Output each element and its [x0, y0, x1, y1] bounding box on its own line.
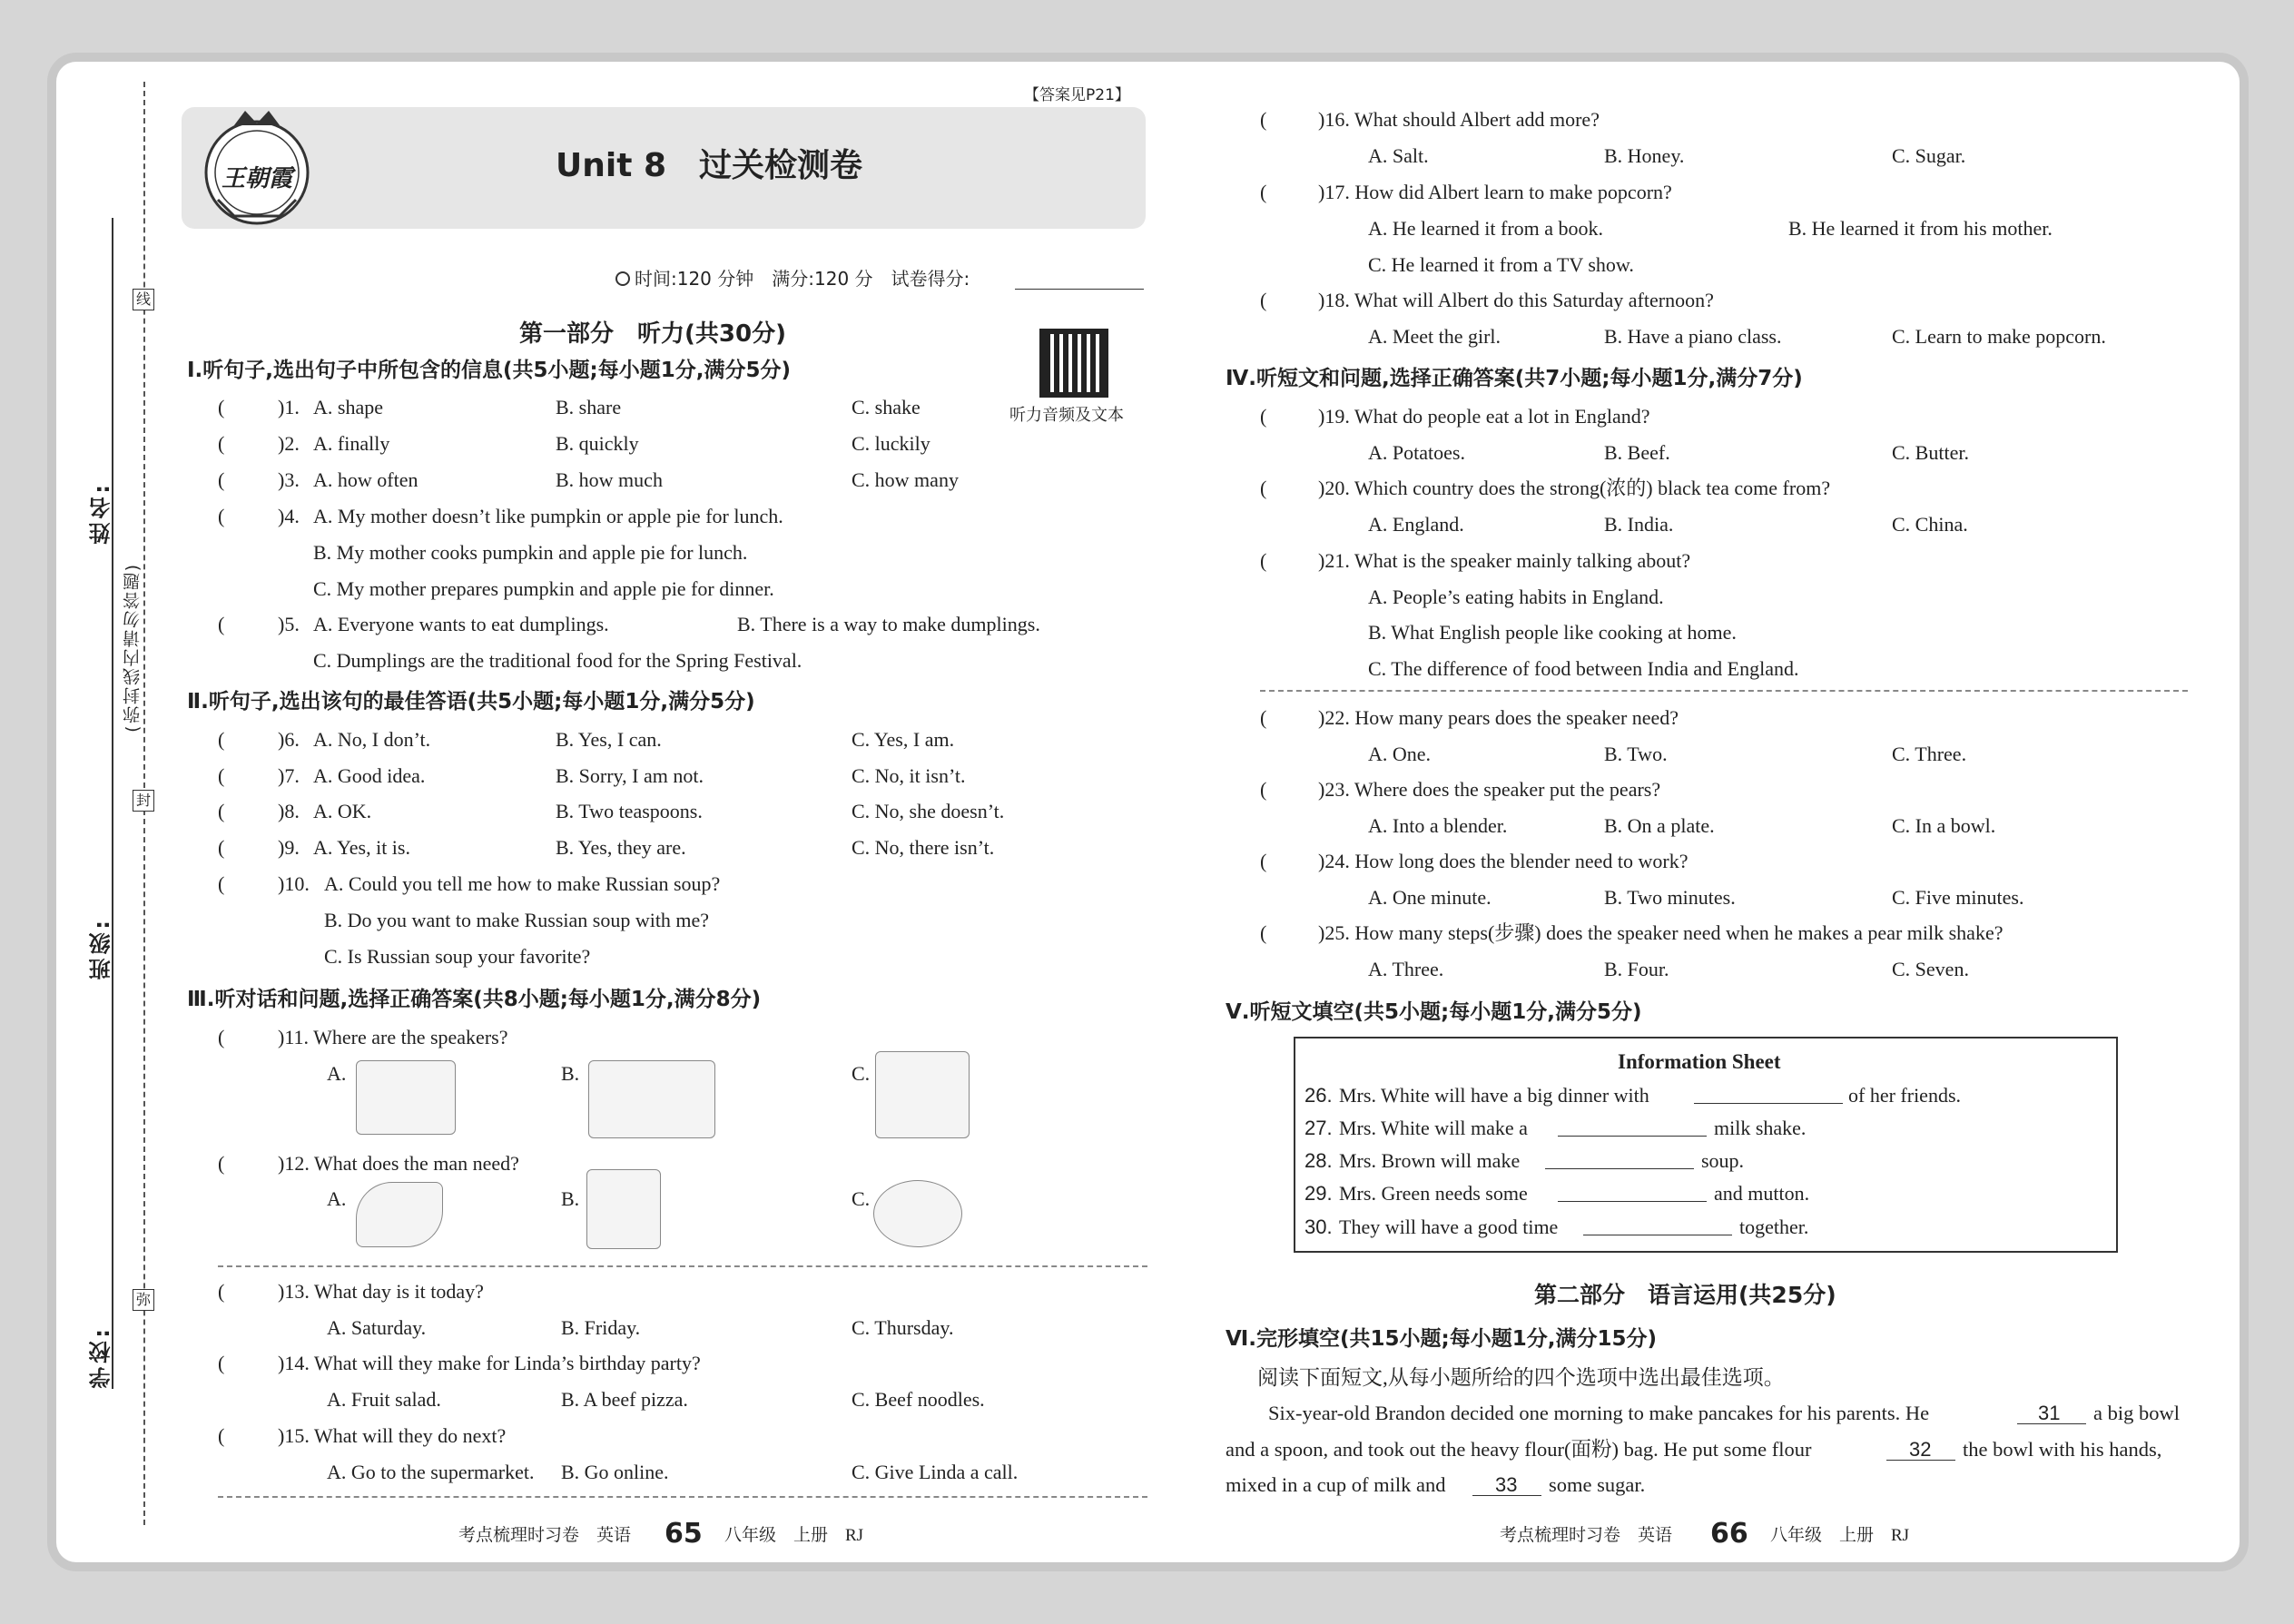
option-a: A. One.	[1368, 743, 1432, 765]
cloze-blank-33[interactable]: 33	[1495, 1473, 1518, 1496]
option-c: C. Sugar.	[1892, 144, 1966, 167]
row-number: 29.	[1305, 1182, 1333, 1205]
name-label: 姓名:	[89, 481, 114, 545]
answer-paren[interactable]: (	[1260, 706, 1267, 729]
qr-code-icon	[1039, 329, 1108, 398]
banana-picture[interactable]	[356, 1182, 443, 1247]
option-c: C. Seven.	[1892, 958, 1969, 980]
answer-paren[interactable]: (	[218, 1152, 225, 1175]
section6-title: Ⅵ.完形填空(共15小题;每小题1分,满分15分)	[1226, 1327, 1657, 1351]
option-b: B. Beef.	[1604, 441, 1670, 464]
answer-blank-27[interactable]	[1558, 1136, 1707, 1137]
answer-paren[interactable]: (	[1260, 850, 1267, 872]
option-c: C. Dumplings are the traditional food for the Spring Festival.	[313, 649, 802, 672]
option-a: A. Potatoes.	[1368, 441, 1465, 464]
option-b: B.	[561, 1187, 580, 1210]
option-a: A. finally	[313, 432, 390, 455]
question-number: )21. What is the speaker mainly talking about?	[1318, 549, 1691, 572]
option-c: C. luckily	[852, 432, 930, 455]
option-b: B. share	[556, 396, 622, 418]
option-a: A. Yes, it is.	[313, 836, 410, 859]
passage-line-1: Six-year-old Brandon decided one morning to make pancakes for his parents. He	[1268, 1402, 1930, 1424]
question-number: )9.	[278, 836, 300, 859]
option-b: B. What English people like cooking at home.	[1368, 621, 1737, 644]
question-number: )17. How did Albert learn to make popcorn?	[1318, 181, 1672, 203]
option-c: C. No, it isn’t.	[852, 764, 966, 787]
answer-paren[interactable]: (	[218, 432, 225, 455]
section5-title: Ⅴ.听短文填空(共5小题;每小题1分,满分5分)	[1226, 1000, 1642, 1024]
row-text-end: of her friends.	[1848, 1084, 1962, 1107]
option-b: B. There is a way to make dumplings.	[737, 613, 1040, 635]
option-a: A. Salt.	[1368, 144, 1429, 167]
seal-box-seal: 封	[133, 790, 154, 812]
option-c: C. Yes, I am.	[852, 728, 955, 751]
option-a: A. He learned it from a book.	[1368, 217, 1604, 240]
question-number: )8.	[278, 800, 300, 822]
option-a: A. Could you tell me how to make Russian soup?	[324, 872, 721, 895]
answer-paren[interactable]: (	[1260, 289, 1267, 311]
option-c: C. My mother prepares pumpkin and apple pie for dinner.	[313, 577, 774, 600]
publisher-logo	[198, 98, 316, 234]
divider	[1260, 690, 2188, 692]
answer-paren[interactable]: (	[218, 396, 225, 418]
exam-info: 时间:120 分钟 满分:120 分 试卷得分:	[635, 268, 970, 290]
option-b: B. Honey.	[1604, 144, 1685, 167]
page-number-65: 65	[665, 1518, 703, 1550]
blank-underline	[1886, 1460, 1955, 1461]
passage-line-3: mixed in a cup of milk and	[1226, 1473, 1446, 1496]
option-b: B. On a plate.	[1604, 814, 1715, 837]
option-a: A. Meet the girl.	[1368, 325, 1501, 348]
footer-grade: 八年级 上册 RJ	[1770, 1526, 1910, 1545]
qr-caption: 听力音频及文本	[1009, 406, 1124, 424]
option-b: B. Two teaspoons.	[556, 800, 703, 822]
score-blank[interactable]	[1015, 289, 1144, 290]
section1-title: Ⅰ.听句子,选出句子中所包含的信息(共5小题;每小题1分,满分5分)	[187, 359, 792, 382]
option-a: A.	[327, 1062, 347, 1085]
row-text-end: soup.	[1701, 1149, 1745, 1172]
option-a: A. Into a blender.	[1368, 814, 1508, 837]
question-number: )20. Which country does the strong(浓的) black tea come from?	[1318, 477, 1831, 499]
answer-paren[interactable]: (	[218, 468, 225, 491]
option-b: B. Have a piano class.	[1604, 325, 1782, 348]
answer-paren[interactable]: (	[218, 764, 225, 787]
option-c: C. how many	[852, 468, 959, 491]
option-b: B. Two.	[1604, 743, 1668, 765]
option-c: C. Three.	[1892, 743, 1967, 765]
answer-paren[interactable]: (	[218, 872, 225, 895]
section3-title: Ⅲ.听对话和问题,选择正确答案(共8小题;每小题1分,满分8分)	[187, 988, 762, 1011]
row-number: 28.	[1305, 1149, 1333, 1172]
cloze-blank-32[interactable]: 32	[1909, 1438, 1932, 1461]
answer-paren[interactable]: (	[218, 1424, 225, 1447]
section4-title: Ⅳ.听短文和问题,选择正确答案(共7小题;每小题1分,满分7分)	[1226, 367, 1803, 390]
option-c: C. shake	[852, 396, 921, 418]
row-text: They will have a good time	[1339, 1216, 1559, 1238]
question-number: )2.	[278, 432, 300, 455]
option-a: A. shape	[313, 396, 383, 418]
row-text: Mrs. Brown will make	[1339, 1149, 1521, 1172]
option-b: B. Four.	[1604, 958, 1669, 980]
row-text-end: and mutton.	[1714, 1182, 1810, 1205]
binding-line	[112, 218, 113, 1389]
question-number: )15. What will they do next?	[278, 1424, 507, 1447]
answer-paren[interactable]: (	[218, 613, 225, 635]
option-a: A. Fruit salad.	[327, 1388, 441, 1411]
seal-box-line: 线	[133, 289, 154, 310]
option-a: A. My mother doesn’t like pumpkin or apple pie for lunch.	[313, 505, 783, 527]
question-number: )22. How many pears does the speaker need?	[1318, 706, 1679, 729]
answer-paren[interactable]: (	[218, 728, 225, 751]
clock-icon	[615, 271, 630, 286]
footer-grade: 八年级 上册 RJ	[724, 1526, 864, 1545]
option-c: C. Give Linda a call.	[852, 1461, 1019, 1483]
row-text: Mrs. White will have a big dinner with	[1339, 1084, 1649, 1107]
option-b: B. Yes, I can.	[556, 728, 662, 751]
option-c: C. No, she doesn’t.	[852, 800, 1005, 822]
question-number: )11. Where are the speakers?	[278, 1026, 508, 1048]
option-a: A. No, I don’t.	[313, 728, 431, 751]
option-a: A. how often	[313, 468, 418, 491]
answer-paren[interactable]: (	[1260, 921, 1267, 944]
question-number: )25. How many steps(步骤) does the speaker need when he makes a pear milk shake?	[1318, 921, 2004, 944]
cabbage-picture[interactable]	[873, 1180, 962, 1247]
option-b: B. Sorry, I am not.	[556, 764, 704, 787]
option-c: C. China.	[1892, 513, 1968, 536]
part1-title: 第一部分 听力(共30分)	[519, 320, 786, 348]
blank-underline	[2017, 1423, 2086, 1424]
option-a: A. People’s eating habits in England.	[1368, 586, 1664, 608]
question-number: )5.	[278, 613, 300, 635]
question-number: )3.	[278, 468, 300, 491]
answer-blank-29[interactable]	[1558, 1201, 1707, 1202]
question-number: )7.	[278, 764, 300, 787]
passage-line-2: and a spoon, and took out the heavy flour(面粉) bag. He put some flour	[1226, 1438, 1812, 1461]
option-a: A. Everyone wants to eat dumplings.	[313, 613, 609, 635]
answer-paren[interactable]: (	[1260, 549, 1267, 572]
option-c: C. Butter.	[1892, 441, 1969, 464]
row-number: 26.	[1305, 1084, 1333, 1107]
option-c: C. No, there isn’t.	[852, 836, 995, 859]
logo-text: 王朝霞	[222, 165, 293, 192]
page-number-66: 66	[1710, 1518, 1748, 1550]
option-c: C.	[852, 1187, 871, 1210]
option-c: C.	[852, 1062, 871, 1085]
seal-note: (弥封线内请勿答题)	[123, 563, 143, 733]
option-b: B.	[561, 1062, 580, 1085]
option-b: B. India.	[1604, 513, 1674, 536]
option-c: C. In a bowl.	[1892, 814, 1996, 837]
page-title: Unit 8 过关检测卷	[556, 147, 862, 184]
answer-paren[interactable]: (	[1260, 778, 1267, 801]
answer-reference: 【答案见P21】	[1024, 86, 1130, 104]
option-b: B. A beef pizza.	[561, 1388, 688, 1411]
question-number: )6.	[278, 728, 300, 751]
option-b: B. how much	[556, 468, 663, 491]
option-b: B. My mother cooks pumpkin and apple pie for lunch.	[313, 541, 748, 564]
option-b: B. Go online.	[561, 1461, 669, 1483]
section2-title: Ⅱ.听句子,选出该句的最佳答语(共5小题;每小题1分,满分5分)	[187, 690, 755, 714]
answer-paren[interactable]: (	[1260, 405, 1267, 428]
option-b: B. Yes, they are.	[556, 836, 686, 859]
row-text: Mrs. White will make a	[1339, 1117, 1528, 1139]
answer-paren[interactable]: (	[218, 505, 225, 527]
option-a: A. Good idea.	[313, 764, 426, 787]
school-label: 学校:	[89, 1325, 114, 1389]
scene-picture-c[interactable]	[875, 1051, 970, 1138]
answer-blank-26[interactable]	[1694, 1103, 1843, 1104]
section6-instruction: 阅读下面短文,从每小题所给的四个选项中选出最佳选项。	[1257, 1366, 1785, 1389]
option-a: A. England.	[1368, 513, 1464, 536]
blank-underline	[1472, 1495, 1541, 1496]
passage-line-3-end: some sugar.	[1549, 1473, 1646, 1496]
passage-line-2-end: the bowl with his hands,	[1963, 1438, 2162, 1461]
row-text-end: together.	[1739, 1216, 1809, 1238]
answer-paren[interactable]: (	[218, 836, 225, 859]
answer-paren[interactable]: (	[1260, 108, 1267, 131]
option-a: A. Three.	[1368, 958, 1444, 980]
part2-title: 第二部分 语言运用(共25分)	[1534, 1282, 1836, 1308]
passage-line-1-end: a big bowl	[2093, 1402, 2180, 1424]
option-c: C. Thursday.	[852, 1316, 954, 1339]
question-number: )13. What day is it today?	[278, 1280, 484, 1303]
divider	[218, 1265, 1147, 1267]
option-b: B. Friday.	[561, 1316, 641, 1339]
information-sheet-title: Information Sheet	[1618, 1050, 1781, 1073]
footer-series: 考点梳理时习卷 英语	[1500, 1526, 1673, 1545]
question-number: )1.	[278, 396, 300, 418]
answer-paren[interactable]: (	[218, 800, 225, 822]
option-b: B. Do you want to make Russian soup with me?	[324, 909, 710, 931]
option-c: C. Is Russian soup your favorite?	[324, 945, 591, 968]
option-a: A. Saturday.	[327, 1316, 427, 1339]
question-number: )23. Where does the speaker put the pears?	[1318, 778, 1661, 801]
answer-blank-28[interactable]	[1545, 1168, 1694, 1169]
answer-paren[interactable]: (	[1260, 477, 1267, 499]
option-b: B. He learned it from his mother.	[1788, 217, 2053, 240]
class-label: 班级:	[89, 917, 114, 980]
cloze-blank-31[interactable]: 31	[2038, 1402, 2061, 1424]
option-c: C. Learn to make popcorn.	[1892, 325, 2106, 348]
seal-box-mi: 弥	[133, 1289, 154, 1311]
option-b: B. quickly	[556, 432, 639, 455]
row-number: 27.	[1305, 1117, 1333, 1139]
answer-paren[interactable]: (	[1260, 181, 1267, 203]
option-a: A. OK.	[313, 800, 372, 822]
option-b: B. Two minutes.	[1604, 886, 1736, 909]
option-c: C. Five minutes.	[1892, 886, 2024, 909]
row-text-end: milk shake.	[1714, 1117, 1807, 1139]
question-number: )10.	[278, 872, 310, 895]
question-number: )12. What does the man need?	[278, 1152, 519, 1175]
question-number: )24. How long does the blender need to work?	[1318, 850, 1689, 872]
row-text: Mrs. Green needs some	[1339, 1182, 1528, 1205]
scene-picture-b[interactable]	[588, 1060, 715, 1138]
question-number: )16. What should Albert add more?	[1318, 108, 1600, 131]
question-number: )19. What do people eat a lot in England?	[1318, 405, 1650, 428]
question-number: )4.	[278, 505, 300, 527]
option-c: C. He learned it from a TV show.	[1368, 253, 1634, 276]
bottle-and-banana-picture[interactable]	[586, 1169, 661, 1249]
question-number: )14. What will they make for Linda’s birthday party?	[278, 1352, 701, 1374]
answer-paren[interactable]: (	[218, 1280, 225, 1303]
answer-paren[interactable]: (	[218, 1352, 225, 1374]
option-a: A. Go to the supermarket.	[327, 1461, 535, 1483]
footer-series: 考点梳理时习卷 英语	[458, 1526, 632, 1545]
option-c: C. Beef noodles.	[852, 1388, 985, 1411]
scene-picture-a[interactable]	[356, 1060, 456, 1135]
divider	[218, 1496, 1147, 1498]
question-number: )18. What will Albert do this Saturday afternoon?	[1318, 289, 1714, 311]
option-a: A. One minute.	[1368, 886, 1492, 909]
option-c: C. The difference of food between India and England.	[1368, 657, 1799, 680]
option-a: A.	[327, 1187, 347, 1210]
row-number: 30.	[1305, 1216, 1333, 1238]
answer-paren[interactable]: (	[218, 1026, 225, 1048]
